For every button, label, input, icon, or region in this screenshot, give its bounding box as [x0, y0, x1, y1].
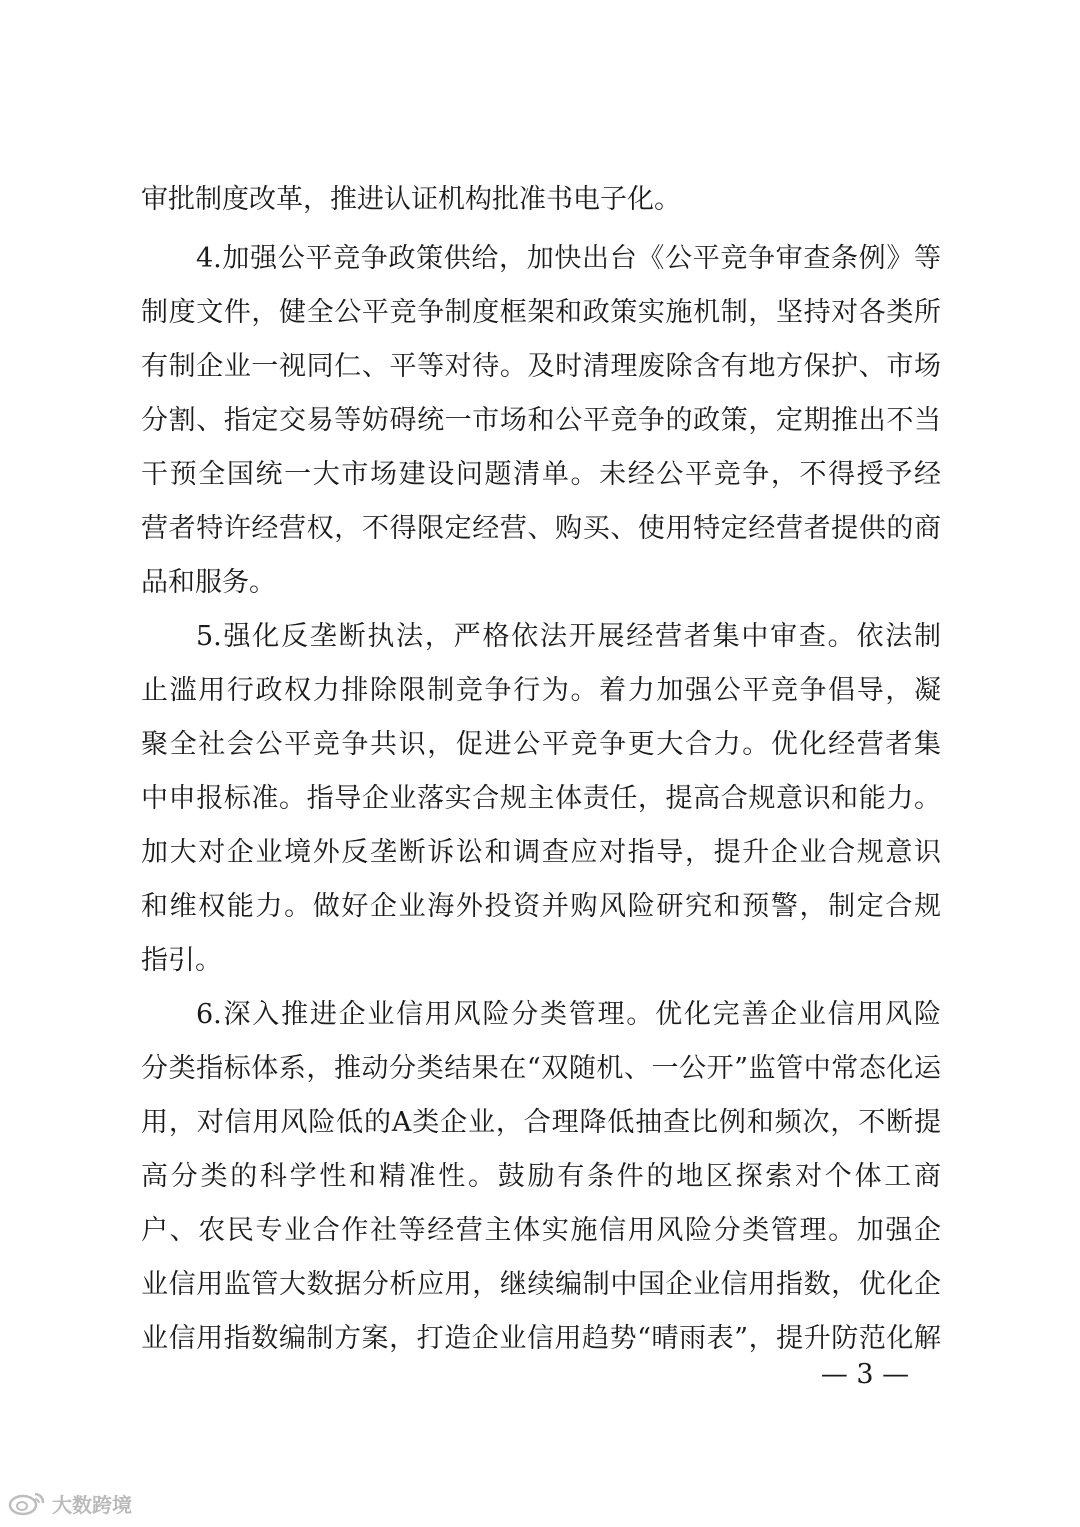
text-line: 业信用监管大数据分析应用，继续编制中国企业信用指数，优化企: [141, 1269, 941, 1300]
text-line: 4.加强公平竞争政策供给，加快出台《公平竞争审查条例》等: [196, 243, 941, 274]
text-line: 干预全国统一大市场建设问题清单。未经公平竞争，不得授予经: [141, 459, 941, 490]
text-line: 户、农民专业合作社等经营主体实施信用风险分类管理。加强企: [141, 1215, 941, 1246]
text-line: 加大对企业境外反垄断诉讼和调查应对指导，提升企业合规意识: [141, 837, 941, 868]
text-line: 制度文件，健全公平竞争制度框架和政策实施机制，坚持对各类所: [141, 297, 941, 328]
weibo-icon: [8, 1490, 48, 1516]
text-line: 审批制度改革，推进认证机构批准书电子化。: [141, 184, 681, 215]
watermark: [8, 1488, 132, 1518]
text-line: 止滥用行政权力排除限制竞争行为。着力加强公平竞争倡导，凝: [141, 675, 941, 706]
text-line: 聚全社会公平竞争共识，促进公平竞争更大合力。优化经营者集: [141, 729, 941, 760]
text-line: 分类指标体系，推动分类结果在“双随机、一公开”监管中常态化运: [141, 1053, 941, 1084]
page-number: — 3 —: [820, 1359, 910, 1390]
text-line: 营者特许经营权，不得限定经营、购买、使用特定经营者提供的商: [141, 513, 941, 544]
watermark-text: 大数跨境: [52, 1492, 132, 1517]
text-line: 品和服务。: [141, 567, 276, 598]
text-line: 中申报标准。指导企业落实合规主体责任，提高合规意识和能力。: [141, 783, 941, 814]
text-line: 业信用指数编制方案，打造企业信用趋势“晴雨表”，提升防范化解: [141, 1323, 941, 1354]
text-line: 有制企业一视同仁、平等对待。及时清理废除含有地方保护、市场: [141, 351, 941, 382]
text-line: 和维权能力。做好企业海外投资并购风险研究和预警，制定合规: [141, 891, 941, 922]
text-line: 5.强化反垄断执法，严格依法开展经营者集中审查。依法制: [196, 621, 941, 652]
text-line: 6.深入推进企业信用风险分类管理。优化完善企业信用风险: [196, 999, 941, 1030]
text-line: 分割、指定交易等妨碍统一市场和公平竞争的政策，定期推出不当: [141, 405, 941, 436]
text-line: 用，对信用风险低的A类企业，合理降低抽查比例和频次，不断提: [141, 1107, 941, 1138]
text-line: 高分类的科学性和精准性。鼓励有条件的地区探索对个体工商: [141, 1161, 941, 1192]
text-line: 指引。: [141, 945, 222, 976]
